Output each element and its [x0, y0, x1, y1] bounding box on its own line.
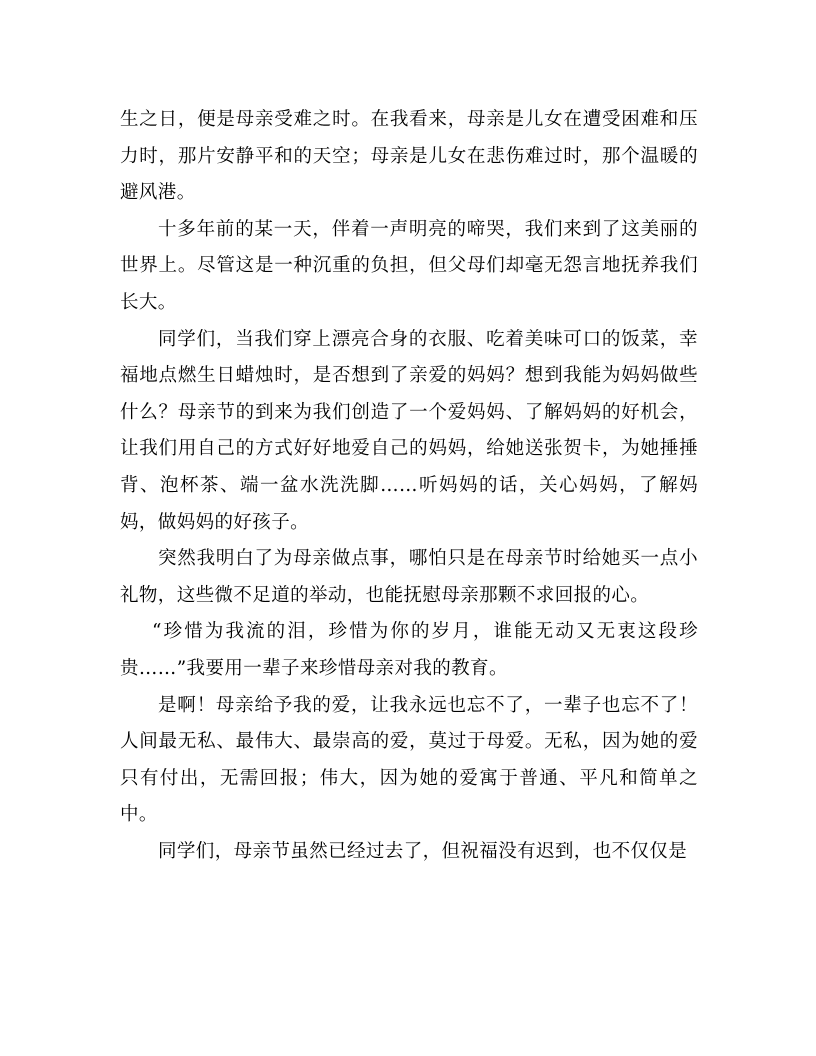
paragraph-5: “珍惜为我流的泪，珍惜为你的岁月，谁能无动又无衷这段珍贵……”我要用一辈子来珍惜母亲对我的教育。: [120, 621, 698, 679]
document-page: [120, 102, 698, 870]
paragraph-7: 同学们，母亲节虽然已经过去了，但祝福没有迟到，也不仅仅是: [158, 840, 688, 862]
paragraph-2: 十多年前的某一天，伴着一声明亮的啼哭，我们来到了这美丽的世界上。尽管这是一种沉重的负担，但父母们却毫无怨言地抚养我们长大。: [120, 218, 698, 313]
paragraph-6: 是啊！母亲给予我的爱，让我永远也忘不了，一辈子也忘不了！人间最无私、最伟大、最崇高的爱，莫过于母爱。无私，因为她的爱只有付出，无需回报；伟大，因为她的爱寓于普通、平凡和简单之中。: [120, 694, 698, 826]
paragraph-3: 同学们，当我们穿上漂亮合身的衣服、吃着美味可口的饭菜，幸福地点燃生日蜡烛时，是否想到了亲爱的妈妈？想到我能为妈妈做些什么？母亲节的到来为我们创造了一个爱妈妈、了解妈妈的好机会，让我们用自己的方式好好地爱自己的妈妈，给她送张贺卡，为她捶捶背、泡杯茶、端一盆水洗洗脚……听妈妈的话，关心妈妈，了解妈妈，做妈妈的好孩子。: [120, 328, 698, 533]
paragraph-1: 生之日，便是母亲受难之时。在我看来，母亲是儿女在遭受困难和压力时，那片安静平和的天空；母亲是儿女在悲伤难过时，那个温暖的避风港。: [120, 109, 698, 204]
paragraph-4: 突然我明白了为母亲做点事，哪怕只是在母亲节时给她买一点小礼物，这些微不足道的举动，也能抚慰母亲那颗不求回报的心。: [120, 548, 698, 606]
